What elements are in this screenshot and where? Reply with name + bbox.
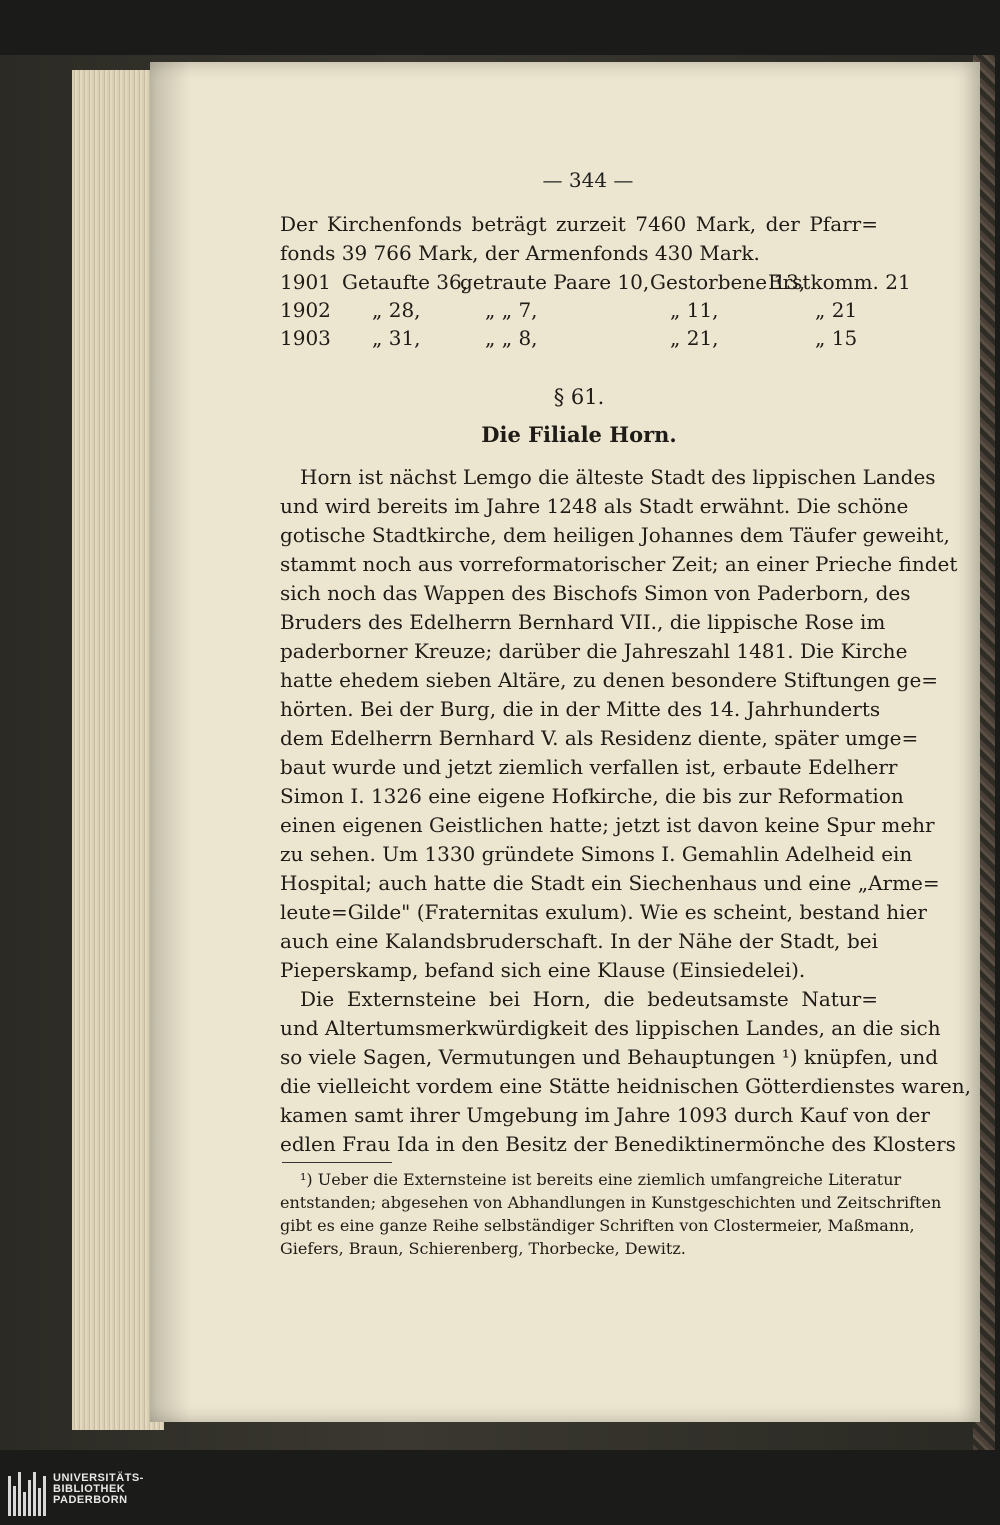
- library-logo: [8, 1470, 158, 1520]
- body-line: Bruders des Edelherrn Bernhard VII., die lippische Rose im: [280, 610, 886, 634]
- stat-deceased: Gestorbene 13,: [650, 270, 806, 294]
- footnote-line: ¹) Ueber die Externsteine ist bereits eine ziemlich umfangreiche Literatur: [300, 1170, 902, 1189]
- body-line: Pieperskamp, befand sich eine Klause (Einsiedelei).: [280, 958, 806, 982]
- body-line: und wird bereits im Jahre 1248 als Stadt erwähnt. Die schöne: [280, 494, 909, 518]
- body-line: die vielleicht vordem eine Stätte heidnischen Götterdienstes waren,: [280, 1074, 971, 1098]
- body-line: dem Edelherrn Bernhard V. als Residenz diente, später umge=: [280, 726, 919, 750]
- intro-line-2: fonds 39 766 Mark, der Armenfonds 430 Mark.: [280, 241, 760, 265]
- stat-deceased: „ 11,: [670, 298, 719, 322]
- stat-baptized: Getaufte 36,: [342, 270, 469, 294]
- stat-communion: „ 15: [815, 326, 858, 350]
- body-line: paderborner Kreuze; darüber die Jahreszahl 1481. Die Kirche: [280, 639, 908, 663]
- body-line: gotische Stadtkirche, dem heiligen Johannes dem Täufer geweiht,: [280, 523, 950, 547]
- section-title: Die Filiale Horn.: [481, 422, 677, 447]
- footnote-line: Giefers, Braun, Schierenberg, Thorbecke, Dewitz.: [280, 1239, 686, 1258]
- body-line: und Altertumsmerkwürdigkeit des lippischen Landes, an die sich: [280, 1016, 941, 1040]
- stat-deceased: „ 21,: [670, 326, 719, 350]
- stat-communion: Erstkomm. 21: [768, 270, 911, 294]
- page-number: — 344 —: [542, 168, 634, 192]
- body-line: stammt noch aus vorreformatorischer Zeit; an einer Prieche findet: [280, 552, 958, 576]
- body-line: Hospital; auch hatte die Stadt ein Siechenhaus und eine „Arme=: [280, 871, 940, 895]
- body-line: einen eigenen Geistlichen hatte; jetzt ist davon keine Spur mehr: [280, 813, 935, 837]
- stat-married: „ „ 8,: [485, 326, 538, 350]
- intro-line-1: Der Kirchenfonds beträgt zurzeit 7460 Mark, der Pfarr=: [280, 212, 878, 236]
- stat-year: 1901: [280, 270, 331, 294]
- body-line: sich noch das Wappen des Bischofs Simon von Paderborn, des: [280, 581, 911, 605]
- stat-year: 1902: [280, 298, 331, 322]
- section-number: § 61.: [553, 385, 605, 409]
- stat-baptized: „ 28,: [372, 298, 421, 322]
- stat-married: getraute Paare 10,: [460, 270, 650, 294]
- body-line: hatte ehedem sieben Altäre, zu denen besondere Stiftungen ge=: [280, 668, 939, 692]
- body-line: Horn ist nächst Lemgo die älteste Stadt des lippischen Landes: [300, 465, 936, 489]
- stat-year: 1903: [280, 326, 331, 350]
- body-line: leute=Gilde" (Fraternitas exulum). Wie es scheint, bestand hier: [280, 900, 927, 924]
- stat-married: „ „ 7,: [485, 298, 538, 322]
- stat-communion: „ 21: [815, 298, 858, 322]
- footnote-rule: [282, 1162, 392, 1163]
- body-line: Simon I. 1326 eine eigene Hofkirche, die bis zur Reformation: [280, 784, 904, 808]
- stat-baptized: „ 31,: [372, 326, 421, 350]
- library-logo-text: UNIVERSITÄTS- BIBLIOTHEK PADERBORN: [53, 1472, 144, 1506]
- body-line: Die Externsteine bei Horn, die bedeutsamste Natur=: [300, 987, 878, 1011]
- body-line: kamen samt ihrer Umgebung im Jahre 1093 durch Kauf von der: [280, 1103, 930, 1127]
- body-line: edlen Frau Ida in den Besitz der Benediktinermönche des Klosters: [280, 1132, 956, 1156]
- footnote-line: gibt es eine ganze Reihe selbständiger Schriften von Clostermeier, Maßmann,: [280, 1216, 915, 1235]
- body-line: so viele Sagen, Vermutungen und Behauptungen ¹) knüpfen, und: [280, 1045, 939, 1069]
- body-line: auch eine Kalandsbruderschaft. In der Nähe der Stadt, bei: [280, 929, 878, 953]
- body-line: hörten. Bei der Burg, die in der Mitte des 14. Jahrhunderts: [280, 697, 881, 721]
- body-line: zu sehen. Um 1330 gründete Simons I. Gemahlin Adelheid ein: [280, 842, 913, 866]
- library-logo-bars-icon: [8, 1472, 50, 1516]
- body-line: baut wurde und jetzt ziemlich verfallen ist, erbaute Edelherr: [280, 755, 898, 779]
- footnote-line: entstanden; abgesehen von Abhandlungen in Kunstgeschichten und Zeitschriften: [280, 1193, 942, 1212]
